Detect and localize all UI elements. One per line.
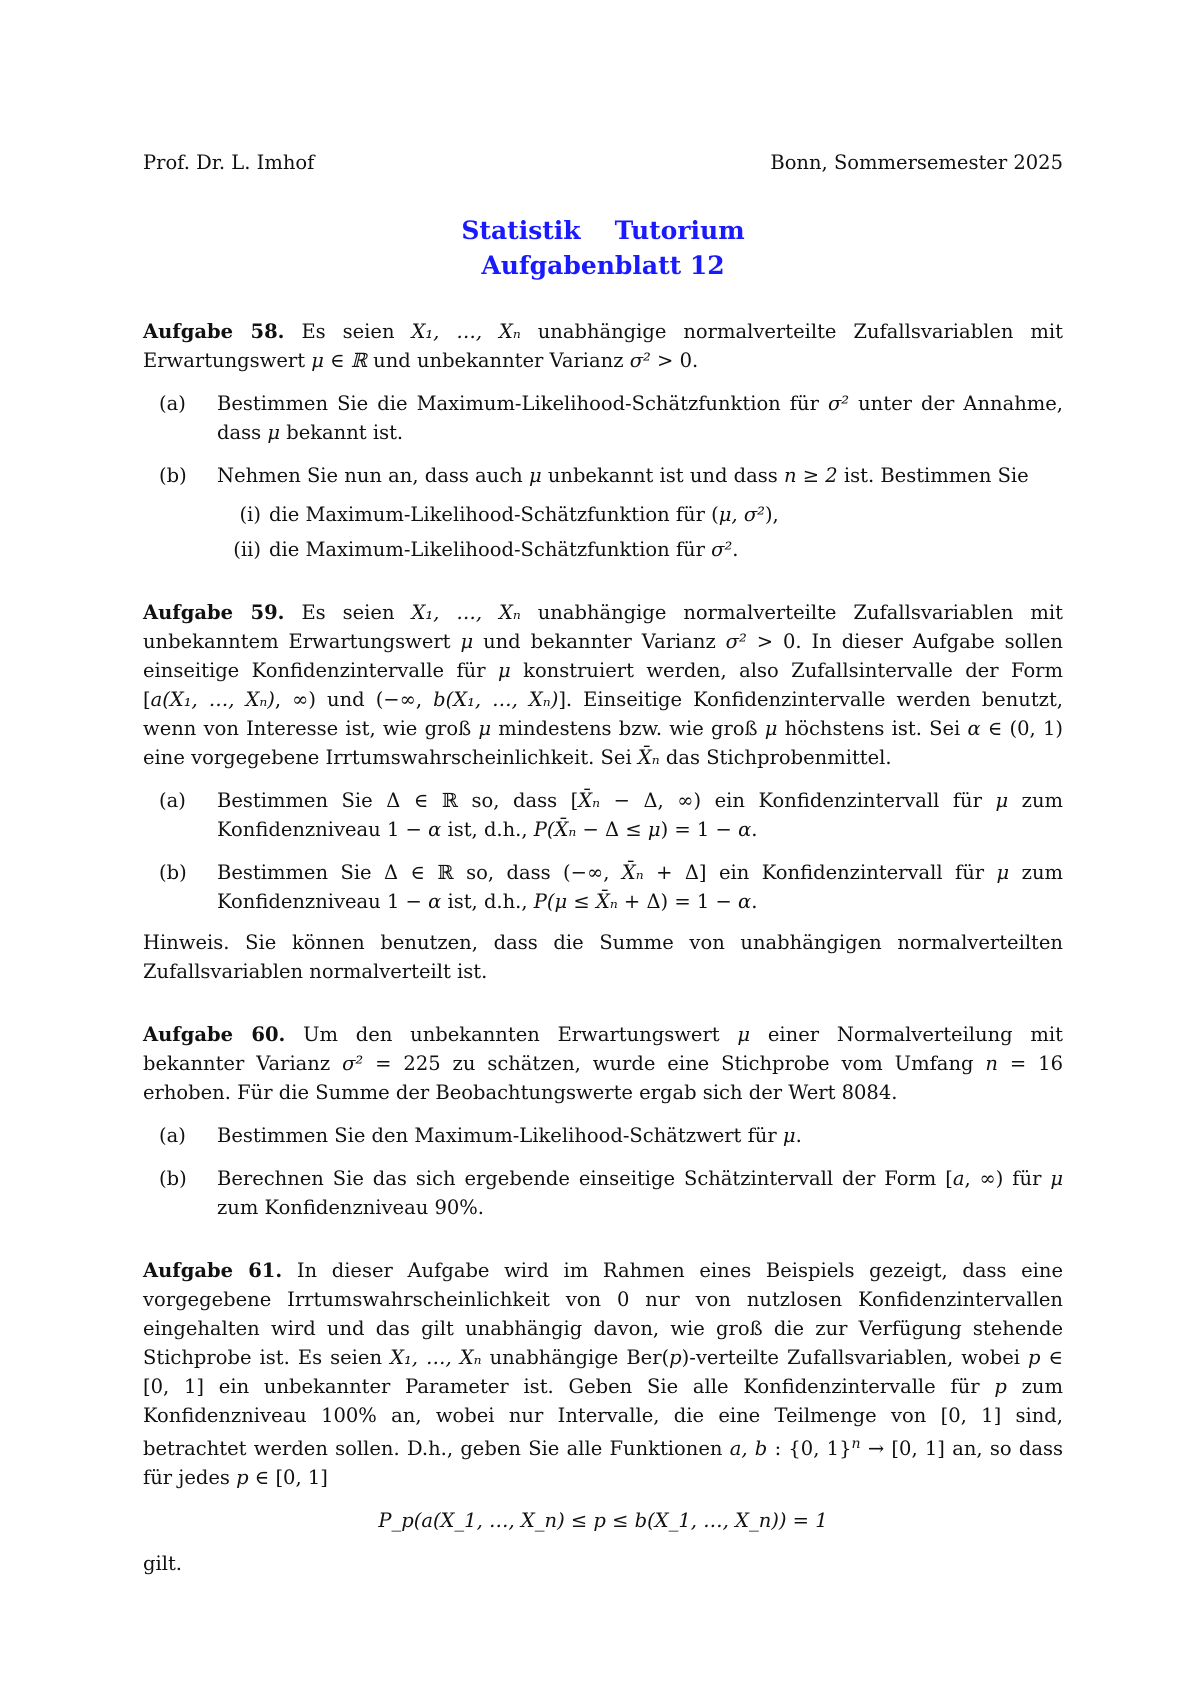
aufgabe-58-a: (a) Bestimmen Sie die Maximum-Likelihood-Schätzfunktion für σ² unter der Annahme, dass μ bekannt ist. (159, 392, 1063, 444)
aufgabe-58 (143, 317, 1063, 564)
aufgabe-58-intro: Aufgabe 58. Es seien X₁, …, Xₙ unabhängige normalverteilte Zufallsvariablen mit Erwartungswert μ ∈ ℝ und unbekannter Varianz σ² > 0. (143, 320, 1063, 372)
header-location-term: Bonn, Sommersemester 2025 (770, 151, 1063, 174)
aufgabe-58-b: (b) Nehmen Sie nun an, dass auch μ unbekannt ist und dass n ≥ 2 ist. Bestimmen Sie (159, 464, 1029, 487)
aufgabe-58-b-ii: (ii) die Maximum-Likelihood-Schätzfunktion für σ². (233, 538, 739, 561)
aufgabe-59-intro: Aufgabe 59. Es seien X₁, …, Xₙ unabhängige normalverteilte Zufallsvariablen mit unbekanntem Erwartungswert μ und bekannter Varianz σ² > 0. In dieser Aufgabe sollen einseitige Konfidenzintervalle für μ konstruiert werden, also Zufallsintervalle der Form [a(X₁, …, Xₙ), ∞) und (−∞, b(X₁, …, Xₙ)]. Einseitige Konfidenzintervalle werden benutzt, wenn von Interesse ist, wie groß μ mindestens bzw. wie groß μ höchstens ist. Sei α ∈ (0, 1) eine vorgegebene Irrtumswahrscheinlichkeit. Sei X̄ₙ das Stichprobenmittel. (143, 601, 1063, 769)
aufgabe-60-label: Aufgabe 60. (143, 1023, 286, 1046)
aufgabe-60-intro: Aufgabe 60. Um den unbekannten Erwartungswert μ einer Normalverteilung mit bekannter Varianz σ² = 225 zu schätzen, wurde eine Stichprobe vom Umfang n = 16 erhoben. Für die Summe der Beobachtungswerte ergab sich der Wert 8084. (143, 1023, 1063, 1104)
aufgabe-59-hint: Hinweis. Sie können benutzen, dass die Summe von unabhängigen normalverteilten Zufallsvariablen normalverteilt ist. (143, 931, 1063, 983)
aufgabe-61-intro: Aufgabe 61. In dieser Aufgabe wird im Rahmen eines Beispiels gezeigt, dass eine vorgegebene Irrtumswahrscheinlichkeit von 0 nur von nutzlosen Konfidenzintervallen eingehalten wird und das gilt unabhängig davon, wie groß die zur Verfügung stehende Stichprobe ist. Es seien X₁, …, Xₙ unabhängige Ber(p)-verteilte Zufallsvariablen, wobei p ∈ [0, 1] ein unbekannter Parameter ist. Geben Sie alle Konfidenzintervalle für p zum Konfidenzniveau 100% an, wobei nur Intervalle, die eine Teilmenge von [0, 1] sind, betrachtet werden sollen. D.h., geben Sie alle Funktionen a, b : {0, 1}$^n$ → [0, 1] an, so dass für jedes p ∈ [0, 1] (143, 1259, 1063, 1490)
header (143, 148, 1063, 177)
title-word2: Tutorium (614, 216, 745, 245)
aufgabe-60 (143, 1020, 1063, 1222)
aufgabe-60-b: (b) Berechnen Sie das sich ergebende einseitige Schätzintervall der Form [a, ∞) für μ zum Konfidenzniveau 90%. (159, 1167, 1063, 1219)
aufgabe-58-b-i: (i) die Maximum-Likelihood-Schätzfunktion für (μ, σ²), (239, 503, 779, 526)
header-author: Prof. Dr. L. Imhof (143, 151, 315, 174)
aufgabe-59-a: (a) Bestimmen Sie Δ ∈ ℝ so, dass [X̄ₙ − Δ, ∞) ein Konfidenzintervall für μ zum Konfidenzniveau 1 − α ist, d.h., P(X̄ₙ − Δ ≤ μ) = 1 − α. (159, 789, 1063, 841)
title-word1: Statistik (461, 216, 581, 245)
aufgabe-59-b: (b) Bestimmen Sie Δ ∈ ℝ so, dass (−∞, X̄ₙ + Δ] ein Konfidenzintervall für μ zum Konfidenzniveau 1 − α ist, d.h., P(μ ≤ X̄ₙ + Δ) = 1 − α. (159, 861, 1063, 913)
aufgabe-61-label: Aufgabe 61. (143, 1259, 283, 1282)
aufgabe-61-formula: P_p(a(X_1, …, X_n) ≤ p ≤ b(X_1, …, X_n)) = 1 (378, 1509, 828, 1533)
title-sheet: Aufgabenblatt 12 (481, 251, 725, 280)
aufgabe-59-label: Aufgabe 59. (143, 601, 285, 624)
aufgabe-59 (143, 598, 1063, 986)
aufgabe-61 (143, 1256, 1063, 1578)
page (143, 148, 1063, 1578)
aufgabe-60-a: (a) Bestimmen Sie den Maximum-Likelihood-Schätzwert für μ. (159, 1124, 802, 1147)
aufgabe-58-label: Aufgabe 58. (143, 320, 285, 343)
aufgabe-61-end: gilt. (143, 1552, 182, 1576)
page-title (143, 213, 1063, 283)
